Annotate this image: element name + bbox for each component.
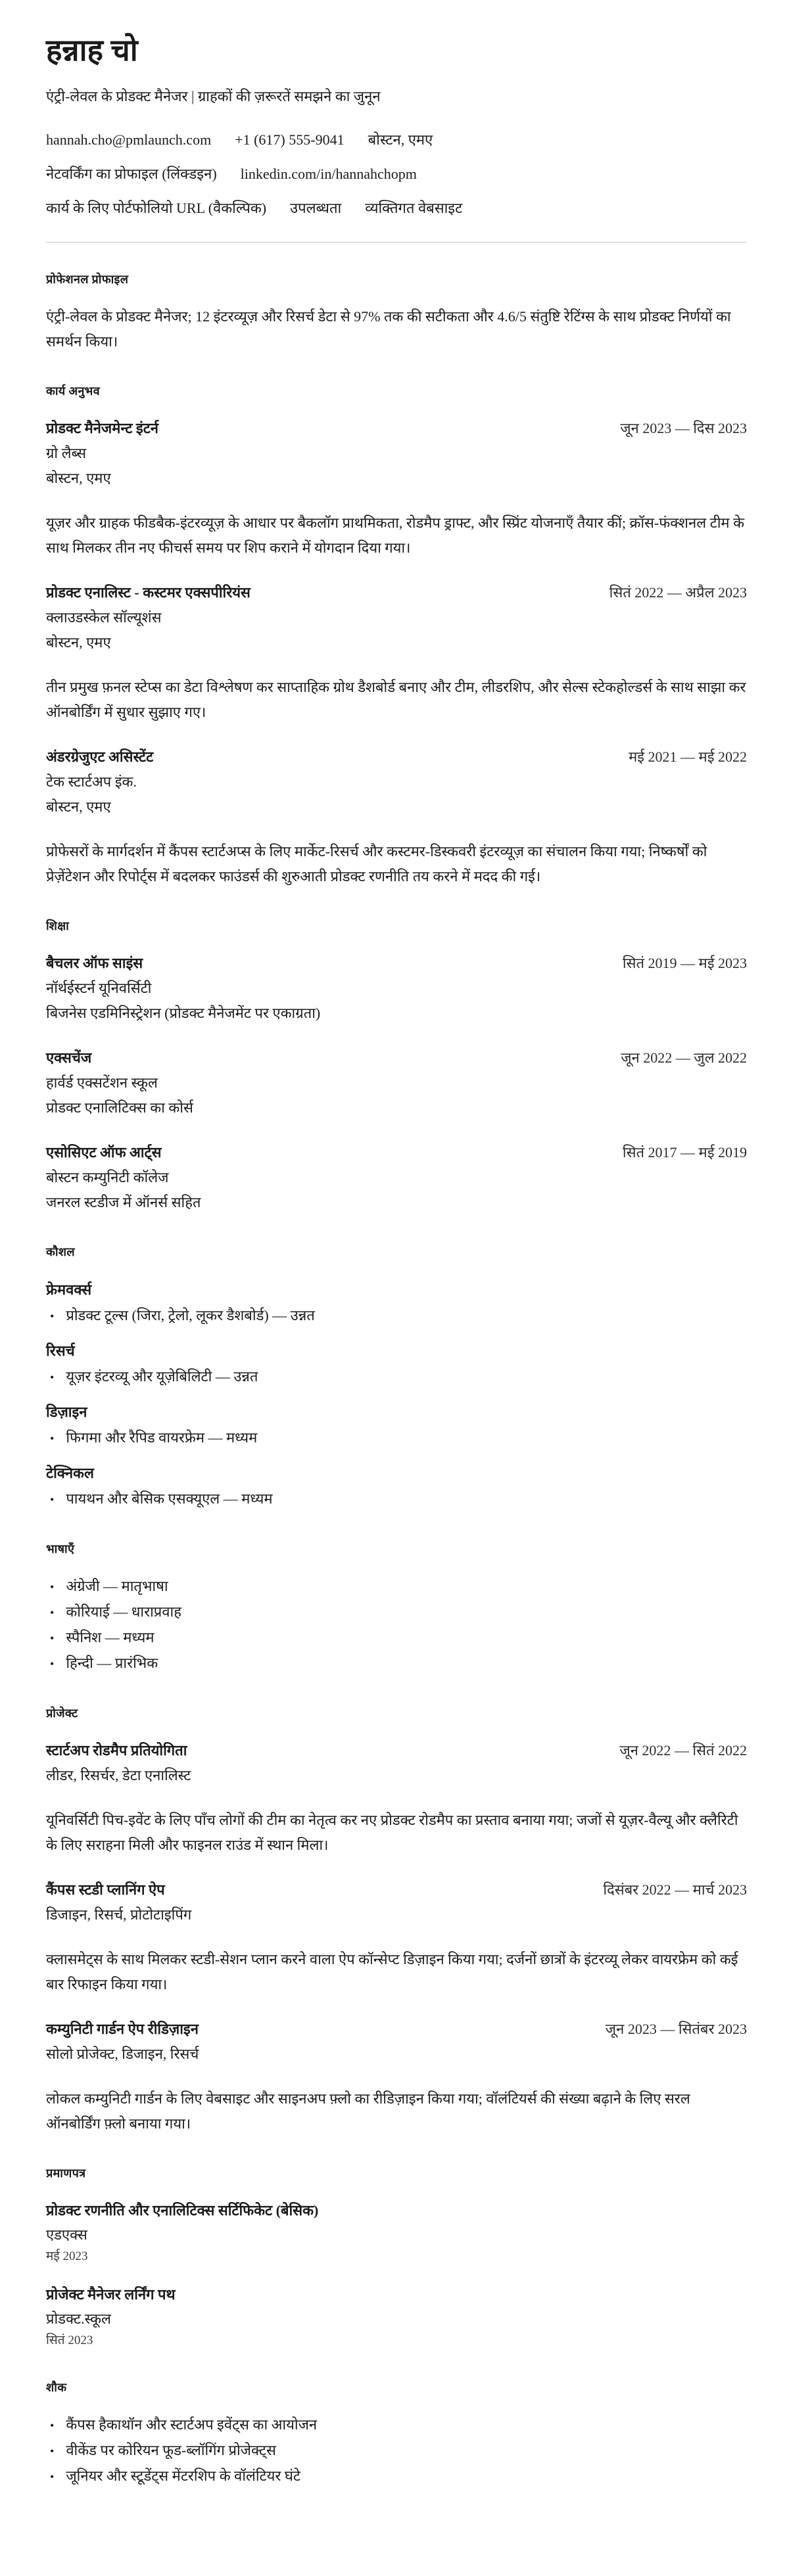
tagline: एंट्री-लेवल के प्रोडक्ट मैनेजर | ग्राहकों की ज़रूरतें समझने का जुनून	[46, 87, 381, 104]
job-company: क्लाउडस्केल सॉल्यूशंस	[46, 609, 162, 626]
linkedin-label: नेटवर्किंग का प्रोफाइल (लिंक्डइन)	[46, 165, 217, 182]
job-head	[46, 580, 747, 605]
certification-title: प्रोजेक्ट मैनेजर लर्निंग पथ	[46, 2286, 176, 2303]
language-text: हिन्दी — प्रारंभिक	[66, 1654, 158, 1671]
location-text: बोस्टन, एमए	[368, 131, 433, 148]
education-entry	[46, 951, 747, 1026]
language-text: स्पैनिश — मध्यम	[66, 1628, 155, 1645]
summary-heading: प्रोफेशनल प्रोफाइल	[46, 272, 129, 286]
education-head	[46, 951, 747, 976]
project-entry	[46, 2017, 747, 2136]
education-degree: एक्सचेंज	[46, 1049, 92, 1066]
list-item	[46, 2412, 747, 2438]
section-experience	[46, 383, 747, 889]
hobbies-list	[46, 2412, 747, 2489]
section-projects	[46, 1705, 747, 2136]
skill-item	[46, 1303, 747, 1329]
project-roles: लीडर, रिसर्चर, डेटा एनालिस्ट	[46, 1766, 191, 1783]
education-school: नॉर्थईस्टर्न यूनिवर्सिटी	[46, 979, 152, 996]
project-dates: जून 2022 — सितं 2022	[619, 1741, 747, 1759]
certification-entry	[46, 2198, 747, 2266]
project-summary: क्लासमेट्स के साथ मिलकर स्टडी-सेशन प्लान करने वाला ऐप कॉन्सेप्ट डिज़ाइन किया गया; दर्जनों छात्रों के इंटरव्यू लेकर वायरफ्रेम को कई बार रिफाइन किया गया।	[46, 1950, 738, 1992]
job-entry	[46, 416, 747, 561]
skill-item	[46, 1364, 747, 1390]
bullet-icon: •	[50, 1580, 55, 1594]
contact-row-extra	[46, 200, 747, 217]
project-head	[46, 2017, 747, 2042]
education-detail: जनरल स्टडीज में ऑनर्स सहित	[46, 1193, 201, 1210]
skill-group-name: फ्रेमवर्क्स	[46, 1281, 92, 1298]
education-heading: शिक्षा	[46, 919, 70, 932]
education-degree: एसोसिएट ऑफ आर्ट्स	[46, 1143, 162, 1161]
project-name: कैंपस स्टडी प्लानिंग ऐप	[46, 1881, 165, 1898]
linkedin-url[interactable]: linkedin.com/in/hannahchopm	[240, 165, 417, 182]
skill-item-text: यूज़र इंटरव्यू और यूज़ेबिलिटी — उन्नत	[66, 1368, 258, 1385]
job-summary: तीन प्रमुख फ़नल स्टेप्स का डेटा विश्लेषण कर साप्ताहिक ग्रोथ डैशबोर्ड बनाए और टीम, लीडरशिप, और सेल्स स्टेकहोल्डर्स के साथ साझा कर ऑनबोर्डिंग में सुधार सुझाए गए।	[46, 678, 746, 720]
email-text[interactable]: hannah.cho@pmlaunch.com	[46, 131, 212, 148]
bullet-icon: •	[50, 1605, 55, 1619]
education-head	[46, 1140, 747, 1165]
education-dates: सितं 2019 — मई 2023	[622, 954, 747, 971]
skill-group-name: रिसर्च	[46, 1342, 75, 1359]
section-skills	[46, 1244, 747, 1512]
job-location: बोस्टन, एमए	[46, 633, 111, 651]
hobby-text: वीकेंड पर कोरियन फूड-ब्लॉगिंग प्रोजेक्ट्स	[66, 2441, 276, 2458]
project-dates: जून 2023 — सितंबर 2023	[605, 2020, 747, 2037]
section-languages	[46, 1541, 747, 1676]
education-entry	[46, 1140, 747, 1215]
contact-row-linkedin	[46, 166, 747, 183]
education-entry	[46, 1046, 747, 1120]
job-entry	[46, 580, 747, 725]
skill-group-name: डिज़ाइन	[46, 1403, 87, 1420]
experience-heading: कार्य अनुभव	[46, 384, 100, 398]
phone-text[interactable]: +1 (617) 555-9041	[235, 131, 345, 148]
project-roles: डिजाइन, रिसर्च, प्रोटोटाइपिंग	[46, 1906, 192, 1923]
language-text: कोरियाई — धाराप्रवाह	[66, 1603, 181, 1620]
language-text: अंग्रेजी — मातृभाषा	[66, 1577, 168, 1594]
list-item	[46, 1651, 747, 1676]
education-head	[46, 1046, 747, 1070]
education-detail: बिजनेस एडमिनिस्ट्रेशन (प्रोडक्ट मैनेजमेंट पर एकाग्रता)	[46, 1004, 321, 1021]
job-location: बोस्टन, एमए	[46, 798, 111, 815]
bullet-icon: •	[50, 2418, 55, 2432]
certification-entry	[46, 2282, 747, 2351]
list-item	[46, 1625, 747, 1651]
skill-group-name: टेक्निकल	[46, 1464, 94, 1481]
education-school: हार्वर्ड एक्सटेंशन स्कूल	[46, 1074, 158, 1091]
job-summary: प्रोफेसरों के मार्गदर्शन में कैंपस स्टार्टअप्स के लिए मार्केट-रिसर्च और कस्टमर-डिस्कवरी इंटरव्यूज़ का संचालन किया गया; निष्कर्षों को प्रेज़ेंटेशन और रिपोर्ट्स में बदलकर फाउंडर्स की शुरुआती प्रोडक्ट रणनीति तय करने में मदद की गई।	[46, 842, 707, 885]
job-summary: यूज़र और ग्राहक फीडबैक-इंटरव्यूज़ के आधार पर बैकलॉग प्राथमिकता, रोडमैप ड्राफ्ट, और स्प्रिंट योजनाएँ तैयार कीं; क्रॉस-फंक्शनल टीम के साथ मिलकर तीन नए फीचर्स समय पर शिप कराने में योगदान दिया गया।	[46, 514, 744, 556]
hobby-text: कैंपस हैकाथॉन और स्टार्टअप इवेंट्स का आयोजन	[66, 2416, 318, 2433]
education-dates: जून 2022 — जुल 2022	[621, 1049, 747, 1066]
skills-heading: कौशल	[46, 1245, 75, 1258]
project-summary: यूनिवर्सिटी पिच-इवेंट के लिए पाँच लोगों की टीम का नेतृत्व कर नए प्रोडक्ट रोडमैप का प्रस्ताव बनाया गया; जजों से यूज़र-वैल्यू और क्लैरिटी के लिए सराहना मिली और फाइनल राउंड में स्थान मिला।	[46, 1811, 738, 1853]
project-entry	[46, 1877, 747, 1997]
skill-group	[46, 1277, 747, 1329]
skill-group	[46, 1338, 747, 1390]
job-location: बोस्टन, एमए	[46, 469, 111, 486]
skill-group	[46, 1460, 747, 1512]
job-dates: जून 2023 — दिस 2023	[620, 419, 747, 436]
list-item	[46, 2438, 747, 2464]
certification-date: सितं 2023	[46, 2333, 93, 2347]
project-summary: लोकल कम्युनिटी गार्डन के लिए वेबसाइट और साइनअप फ़्लो का रीडिज़ाइन किया गया; वॉलंटियर्स की संख्या बढ़ाने के लिए सरल ऑनबोर्डिंग फ़्लो बनाया गया।	[46, 2090, 690, 2132]
skill-item	[46, 1486, 747, 1512]
bullet-icon: •	[50, 1631, 55, 1645]
education-dates: सितं 2017 — मई 2019	[622, 1143, 747, 1161]
certification-title: प्रोडक्ट रणनीति और एनालिटिक्स सर्टिफिकेट (बेसिक)	[46, 2201, 319, 2219]
bullet-icon: •	[50, 2470, 55, 2483]
job-title: प्रोडक्ट मैनेजमेन्ट इंटर्न	[46, 419, 159, 436]
bullet-icon: •	[50, 2444, 55, 2458]
bullet-icon: •	[50, 1370, 55, 1384]
summary-text: एंट्री-लेवल के प्रोडक्ट मैनेजर; 12 इंटरव्यूज़ और रिसर्च डेटा से 97% तक की सटीकता और 4.6/5 संतुष्टि रेटिंग्स के साथ प्रोडक्ट निर्णयों का समर्थन किया।	[46, 308, 731, 350]
job-dates: मई 2021 — मई 2022	[629, 748, 747, 765]
job-head	[46, 745, 747, 770]
job-entry	[46, 745, 747, 889]
skill-group	[46, 1399, 747, 1451]
website-label: व्यक्तिगत वेबसाइट	[365, 199, 463, 216]
bullet-icon: •	[50, 1657, 55, 1670]
job-head	[46, 416, 747, 441]
certification-issuer: एडएक्स	[46, 2226, 87, 2243]
list-item	[46, 1599, 747, 1625]
project-dates: दिसंबर 2022 — मार्च 2023	[603, 1881, 747, 1898]
portfolio-label: कार्य के लिए पोर्टफोलियो URL (वैकल्पिक)	[46, 199, 267, 216]
education-degree: बैचलर ऑफ साइंस	[46, 954, 143, 971]
job-title: अंडरग्रेजुएट असिस्टेंट	[46, 748, 154, 765]
languages-list	[46, 1574, 747, 1676]
project-name: स्टार्टअप रोडमैप प्रतियोगिता	[46, 1741, 187, 1759]
education-detail: प्रोडक्ट एनालिटिक्स का कोर्स	[46, 1099, 193, 1116]
list-item	[46, 2464, 747, 2489]
skill-item-text: फिगमा और रैपिड वायरफ्रेम — मध्यम	[66, 1429, 258, 1446]
candidate-name: हन्नाह चो	[46, 34, 138, 67]
job-dates: सितं 2022 — अप्रैल 2023	[609, 584, 747, 601]
section-hobbies	[46, 2380, 747, 2489]
hobby-text: जूनियर और स्टूडेंट्स मेंटरशिप के वॉलंटियर घंटे	[66, 2467, 300, 2484]
project-head	[46, 1738, 747, 1763]
project-head	[46, 1877, 747, 1902]
projects-heading: प्रोजेक्ट	[46, 1706, 78, 1720]
skill-item	[46, 1425, 747, 1451]
skill-item-text: पायथन और बेसिक एसक्यूएल — मध्यम	[66, 1490, 273, 1507]
bullet-icon: •	[50, 1431, 55, 1445]
project-entry	[46, 1738, 747, 1858]
list-item	[46, 1574, 747, 1599]
availability-label: उपलब्धता	[290, 199, 342, 216]
certification-date: मई 2023	[46, 2249, 88, 2263]
hobbies-heading: शौक	[46, 2380, 67, 2394]
job-title: प्रोडक्ट एनालिस्ट - कस्टमर एक्सपीरियंस	[46, 584, 251, 601]
job-company: ग्रो लैब्स	[46, 444, 87, 461]
certifications-heading: प्रमाणपत्र	[46, 2166, 86, 2180]
section-summary	[46, 271, 747, 354]
bullet-icon: •	[50, 1492, 55, 1506]
contact-row-primary	[46, 131, 747, 149]
education-school: बोस्टन कम्युनिटी कॉलेज	[46, 1168, 169, 1185]
languages-heading: भाषाएँ	[46, 1542, 75, 1555]
header	[46, 32, 747, 217]
job-company: टेक स्टार्टअप इंक.	[46, 773, 137, 790]
project-name: कम्युनिटी गार्डन ऐप रीडिज़ाइन	[46, 2020, 199, 2037]
certification-issuer: प्रोडक्ट.स्कूल	[46, 2310, 111, 2327]
section-certifications	[46, 2165, 747, 2351]
bullet-icon: •	[50, 1309, 55, 1323]
section-education	[46, 918, 747, 1215]
skill-item-text: प्रोडक्ट टूल्स (जिरा, ट्रेलो, लूकर डैशबोर्ड) — उन्नत	[66, 1306, 315, 1323]
project-roles: सोलो प्रोजेक्ट, डिजाइन, रिसर्च	[46, 2045, 199, 2062]
